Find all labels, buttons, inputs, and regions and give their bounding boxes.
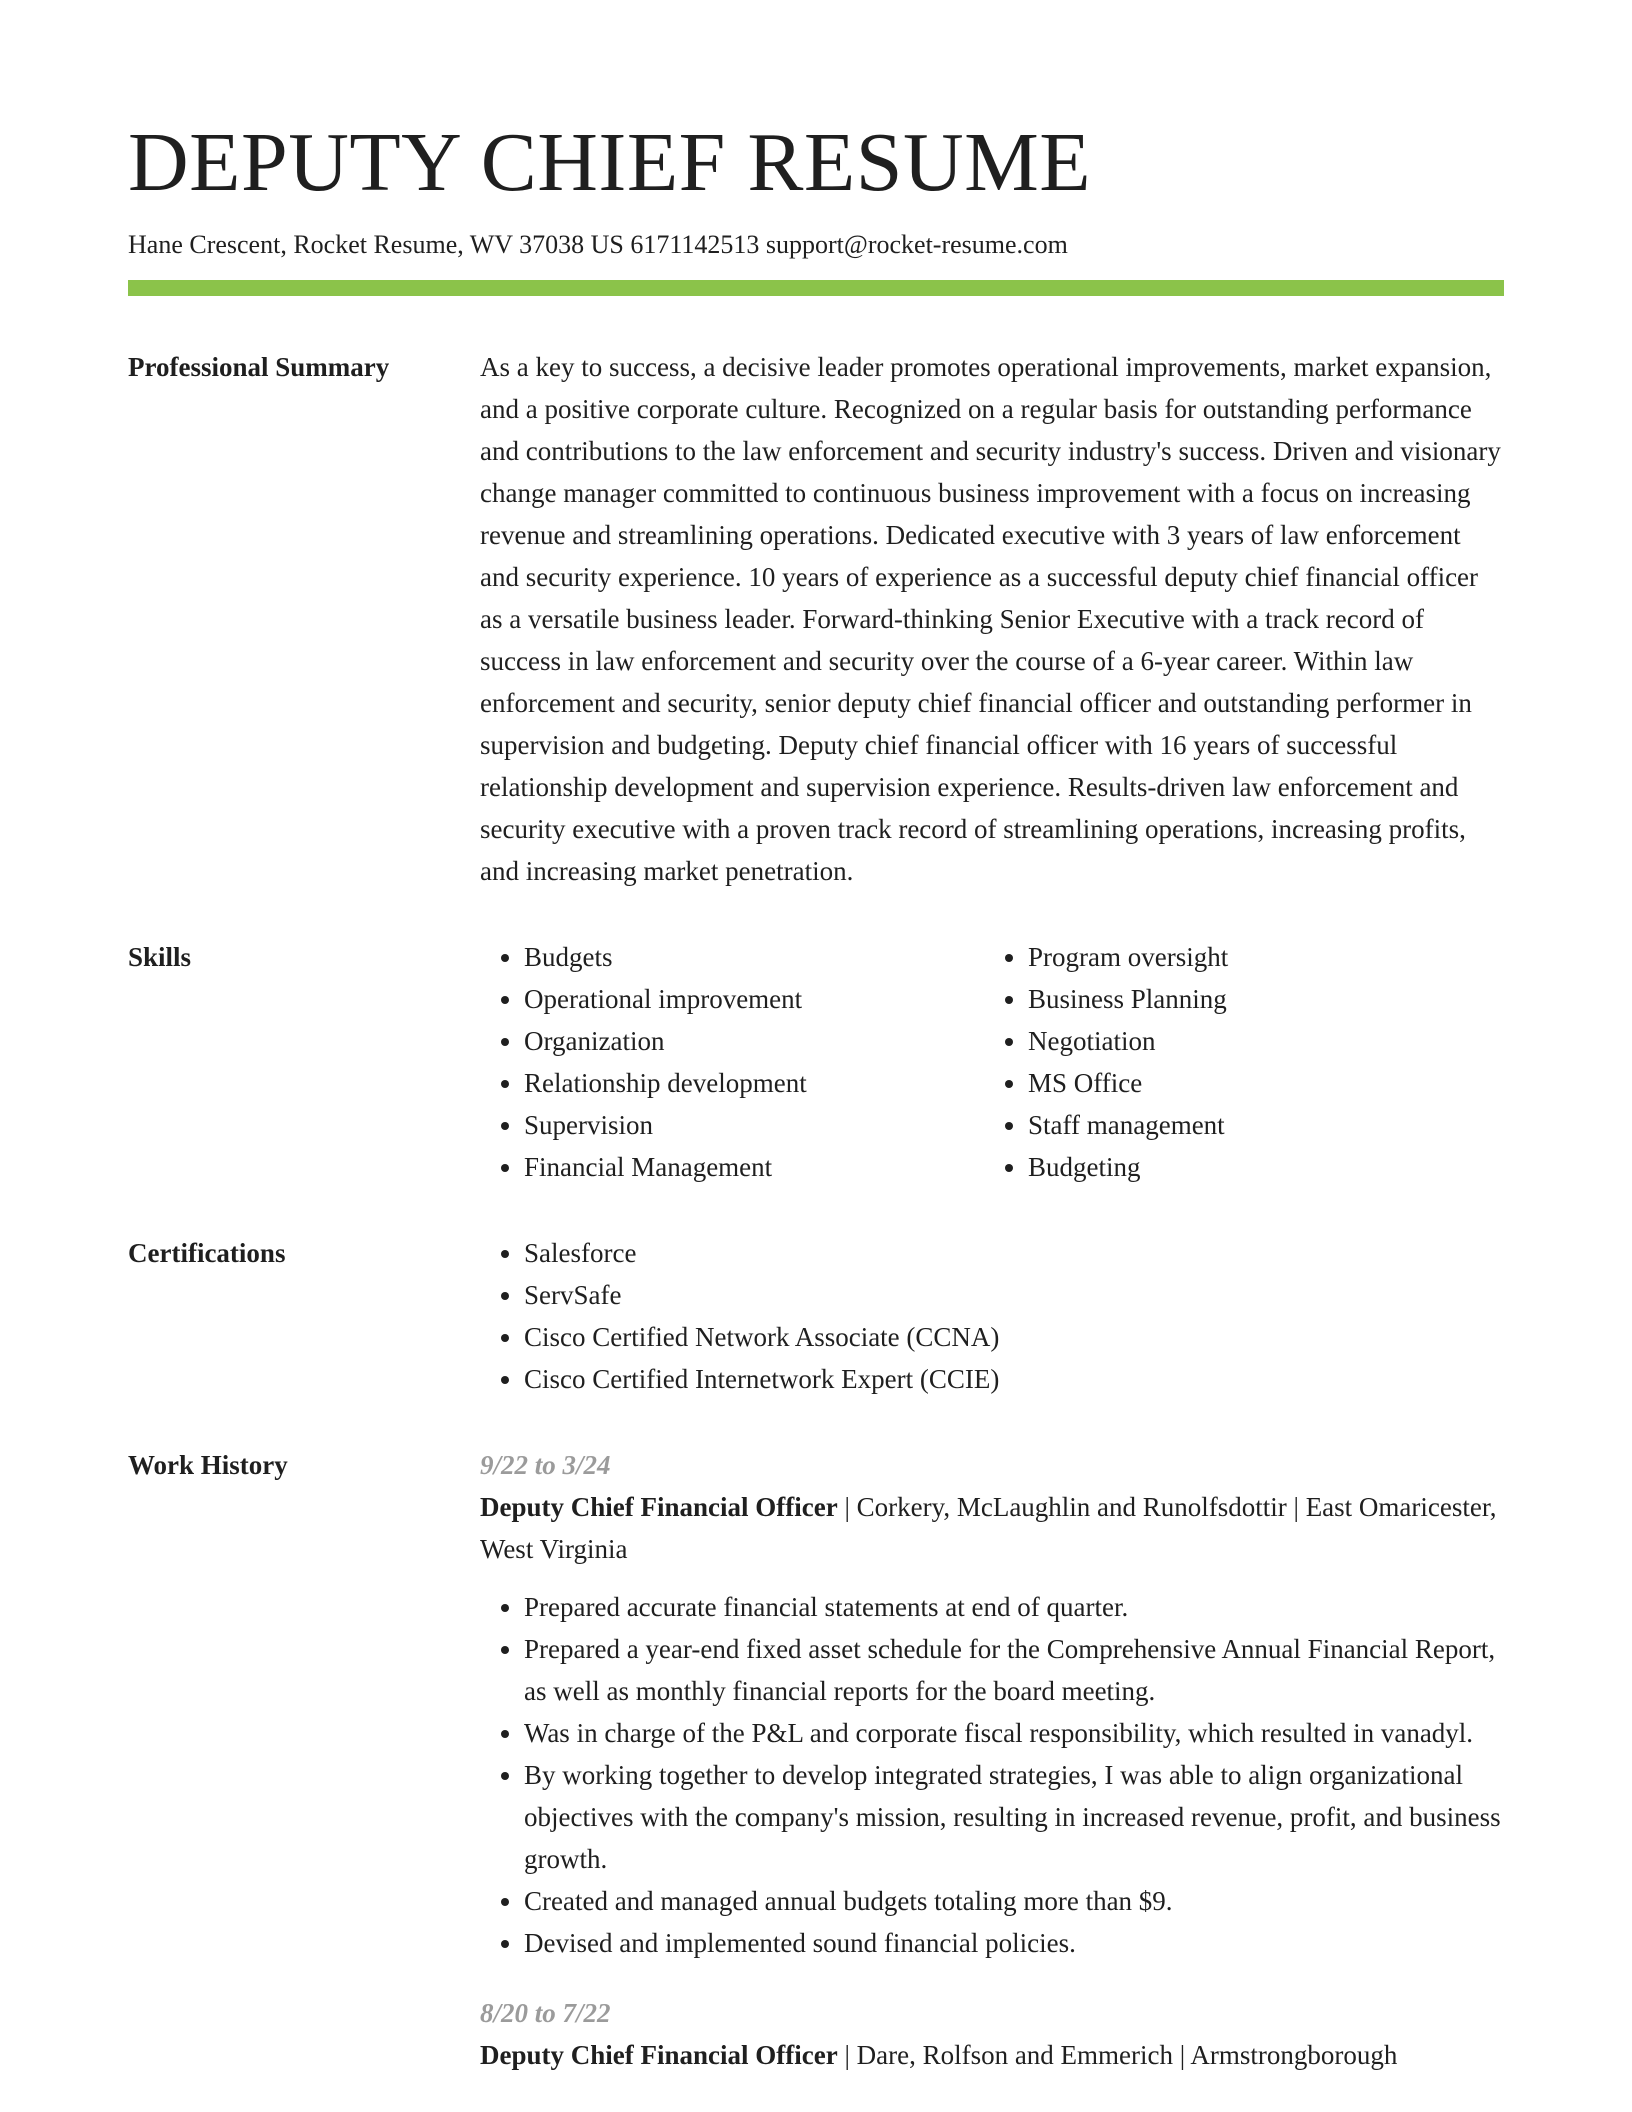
skill-item: • Relationship development <box>524 1062 984 1104</box>
skill-item: • Staff management <box>1028 1104 1504 1146</box>
skills-body <box>480 936 1504 1188</box>
contact-line <box>128 229 1504 260</box>
job-bullet: • Created and managed annual budgets totaling more than $9. <box>524 1880 1504 1922</box>
work-history-heading: Work History <box>128 1450 288 1481</box>
job-header <box>480 1486 1504 1570</box>
skill-item: • Operational improvement <box>524 978 984 1020</box>
job-title: Deputy Chief Financial Officer <box>480 1492 838 1523</box>
job-bullet: • Was in charge of the P&L and corporate fiscal responsibility, which resulted in vanadyl. <box>524 1712 1504 1754</box>
professional-summary-heading: Professional Summary <box>128 352 390 383</box>
work-history-section <box>128 1444 1504 2104</box>
header-divider <box>128 280 1504 296</box>
job-bullet: • Prepared accurate financial statements at end of quarter. <box>524 1586 1504 1628</box>
work-history-body <box>480 1444 1504 2104</box>
certification-item: • Cisco Certified Internetwork Expert (CCIE) <box>524 1358 1504 1400</box>
certifications-section <box>128 1232 1504 1400</box>
certifications-body <box>480 1232 1504 1400</box>
resume-title: DEPUTY CHIEF RESUME <box>128 116 1092 209</box>
skill-item: • MS Office <box>1028 1062 1504 1104</box>
contact-address: Hane Crescent, Rocket Resume, WV 37038 US <box>128 230 624 259</box>
job-details: | Corkery, McLaughlin and Runolfsdottir | East Omaricester, West Virginia <box>480 1492 1497 1565</box>
skills-heading: Skills <box>128 942 192 973</box>
contact-phone: 6171142513 <box>630 230 760 259</box>
certification-item: • ServSafe <box>524 1274 1504 1316</box>
job-bullet: • Devised and implemented sound financial policies. <box>524 1922 1504 1964</box>
professional-summary-body <box>480 346 1504 892</box>
skills-section <box>128 936 1504 1188</box>
certifications-list <box>480 1232 1504 1400</box>
job-details: | Dare, Rolfson and Emmerich | Armstrongborough <box>837 2040 1398 2071</box>
job-bullet: • By working together to develop integrated strategies, I was able to align organizational objectives with the company's mission, resulting in increased revenue, profit, and business growth. <box>524 1754 1504 1880</box>
job-header <box>480 2034 1504 2076</box>
professional-summary-text: As a key to success, a decisive leader promotes operational improvements, market expansion, and a positive corporate culture. Recognized on a regular basis for outstanding performance and contributions to the law enforcement and security industry's success. Driven and visionary change manager committed to continuous business improvement with a focus on increasing revenue and streamlining operations. Dedicated executive with 3 years of law enforcement and security experience. 10 years of experience as a successful deputy chief financial officer as a versatile business leader. Forward-thinking Senior Executive with a track record of success in law enforcement and security over the course of a 6-year career. Within law enforcement and security, senior deputy chief financial officer and outstanding performer in supervision and budgeting. Deputy chief financial officer with 16 years of successful relationship development and supervision experience. Results-driven law enforcement and security executive with a proven track record of streamlining operations, increasing profits, and increasing market penetration. <box>480 352 1501 887</box>
skill-item: • Organization <box>524 1020 984 1062</box>
skill-item: • Negotiation <box>1028 1020 1504 1062</box>
certifications-heading: Certifications <box>128 1238 286 1269</box>
skill-item: • Financial Management <box>524 1146 984 1188</box>
job-title: Deputy Chief Financial Officer <box>480 2040 838 2071</box>
job-entry <box>480 1992 1504 2076</box>
skill-item: • Budgeting <box>1028 1146 1504 1188</box>
professional-summary-section <box>128 346 1504 892</box>
skill-item: • Supervision <box>524 1104 984 1146</box>
skills-list-right <box>984 936 1504 1188</box>
job-dates: 9/22 to 3/24 <box>480 1450 611 1481</box>
job-dates: 8/20 to 7/22 <box>480 1998 611 2029</box>
skills-list-left <box>480 936 984 1188</box>
skill-item: • Business Planning <box>1028 978 1504 1020</box>
job-bullet: • Prepared a year-end fixed asset schedule for the Comprehensive Annual Financial Report, as well as monthly financial reports for the board meeting. <box>524 1628 1504 1712</box>
skill-item: • Budgets <box>524 936 984 978</box>
certification-item: • Salesforce <box>524 1232 1504 1274</box>
skill-item: • Program oversight <box>1028 936 1504 978</box>
certification-item: • Cisco Certified Network Associate (CCNA) <box>524 1316 1504 1358</box>
contact-email: support@rocket-resume.com <box>765 230 1068 259</box>
job-bullets <box>480 1586 1504 1964</box>
job-entry <box>480 1444 1504 1964</box>
